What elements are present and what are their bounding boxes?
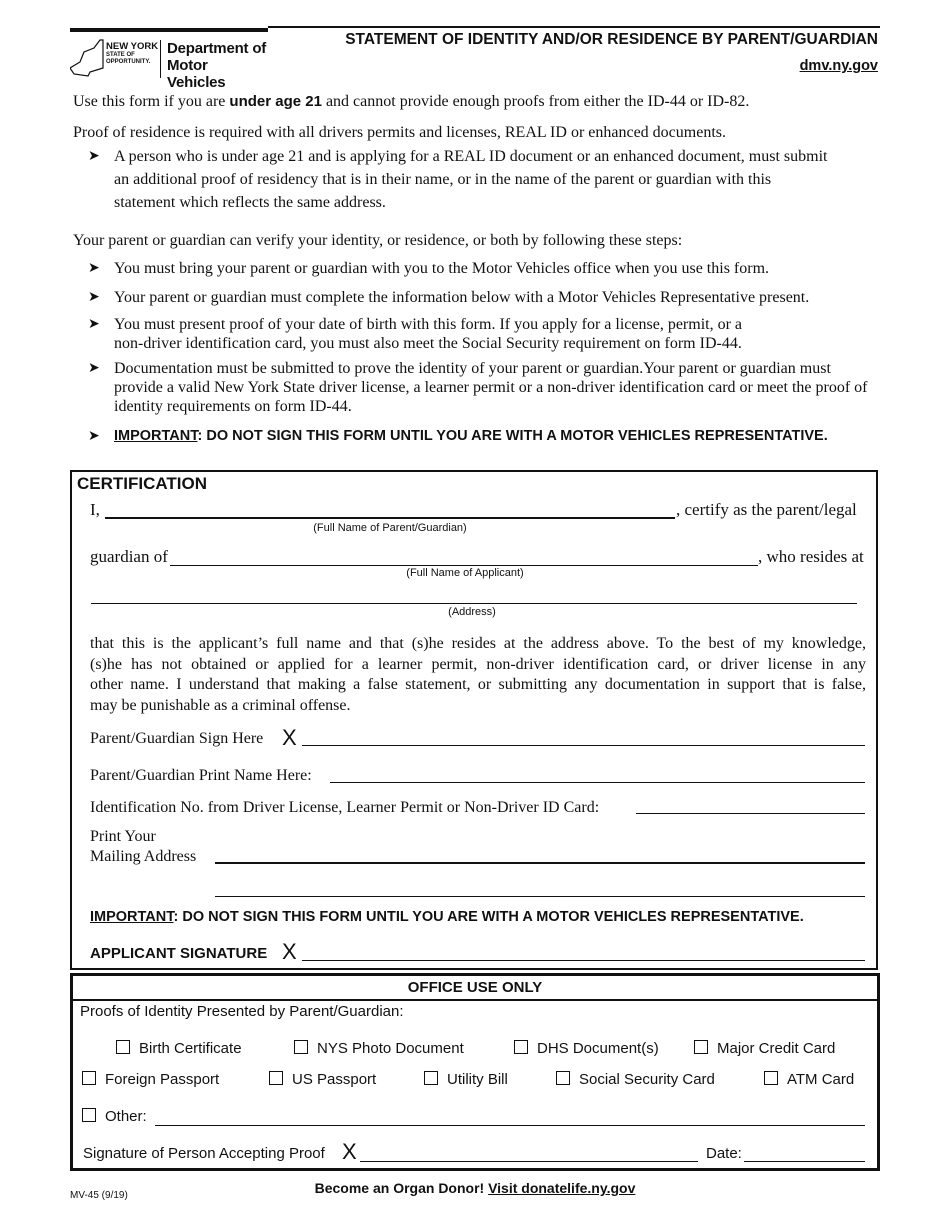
applicant-signature-field[interactable] [302,960,865,961]
dmv-logo [70,28,268,91]
parent-name-caption: (Full Name of Parent/Guardian) [313,522,467,534]
intro-paragraph-2: Proof of residence is required with all drivers permits and licenses, REAL ID or enhanced documents. [73,124,726,141]
mailing-address-field-2[interactable] [215,896,865,897]
bullet-complete-info: ➤ Your parent or guardian must complete the information below with a Motor Vehicles Representative present. [88,289,810,306]
checkbox-atm-card[interactable]: ATM Card [764,1071,854,1088]
applicant-sign-x: X [282,939,297,964]
intro-paragraph-1: Use this form if you are under age 21 and cannot provide enough proofs from either the ID-44 or ID-82. [73,93,750,110]
parent-print-name-field[interactable] [330,782,865,783]
organ-donor-notice: Become an Organ Donor! Visit donatelife.ny.gov [314,1180,636,1196]
website-link[interactable]: dmv.ny.gov [799,58,878,74]
resides-suffix: , who resides at [758,547,864,566]
checkbox-icon [116,1040,130,1054]
checkbox-icon [694,1040,708,1054]
id-number-label: Identification No. from Driver License, Learner Permit or Non-Driver ID Card: [90,799,600,816]
office-use-heading: OFFICE USE ONLY [73,976,877,1001]
checkbox-icon [514,1040,528,1054]
checkbox-nys-photo-document[interactable]: NYS Photo Document [294,1040,464,1057]
checkbox-dhs-documents[interactable]: DHS Document(s) [514,1040,659,1057]
accept-sign-x: X [342,1139,357,1164]
ny-state-map-icon [70,38,104,78]
checkbox-icon [82,1071,96,1085]
checkbox-icon [424,1071,438,1085]
checkbox-social-security-card[interactable]: Social Security Card [556,1071,715,1088]
intro-paragraph-3: Your parent or guardian can verify your identity, or residence, or both by following these steps: [73,232,683,249]
certification-statement: that this is the applicant’s full name and that (s)he resides at the address above. To the best of my knowledge, (s)he has not obtained or applied for a learner permit, non-driver identification card, or driver license in any other name. I understand that making a false statement, or submitting any documentation in support that is false, may be punishable as a criminal offense. [90,635,866,714]
checkbox-birth-certificate[interactable]: Birth Certificate [116,1040,242,1057]
certification-heading: CERTIFICATION [77,474,208,493]
applicant-signature-label: APPLICANT SIGNATURE [90,945,268,962]
parent-sign-x: X [282,725,297,750]
checkbox-foreign-passport[interactable]: Foreign Passport [82,1071,219,1088]
guardian-of-label: guardian of [90,547,168,566]
address-caption: (Address) [448,606,496,618]
checkbox-us-passport[interactable]: US Passport [269,1071,376,1088]
checkbox-icon [82,1108,96,1122]
important-notice-top: ➤ IMPORTANT: DO NOT SIGN THIS FORM UNTIL YOU ARE WITH A MOTOR VEHICLES REPRESENTATIVE. [88,428,828,444]
other-field[interactable] [155,1125,865,1126]
certify-suffix: , certify as the parent/legal [676,500,857,519]
applicant-name-caption: (Full Name of Applicant) [406,567,524,579]
applicant-name-field[interactable] [170,565,758,566]
donatelife-link[interactable]: Visit donatelife.ny.gov [488,1180,636,1196]
date-field[interactable] [744,1161,865,1162]
parent-sign-label: Parent/Guardian Sign Here [90,730,264,747]
accept-signature-label: Signature of Person Accepting Proof [83,1145,325,1162]
parent-print-name-label: Parent/Guardian Print Name Here: [90,767,312,784]
bullet-documentation: ➤ Documentation must be submitted to prove the identity of your parent or guardian.Your parent or guardian must provide a valid New York State driver license, a learner permit or a non-driver identification card or meet the proof of identity requirements on form ID-44. [88,360,868,415]
checkbox-icon [556,1071,570,1085]
checkbox-icon [269,1071,283,1085]
checkbox-major-credit-card[interactable]: Major Credit Card [694,1040,835,1057]
parent-name-field[interactable] [105,517,675,519]
mailing-address-label: Print Your Mailing Address [90,828,197,865]
bullet-real-id: ➤ A person who is under age 21 and is applying for a REAL ID document or an enhanced document, must submit an additional proof of residency that is in their name, or in the name of the parent or guardian with this statement which reflects the same address. [88,148,828,211]
important-notice-box: IMPORTANT: DO NOT SIGN THIS FORM UNTIL YOU ARE WITH A MOTOR VEHICLES REPRESENTATIVE. [90,909,804,925]
bullet-date-of-birth: ➤ You must present proof of your date of birth with this form. If you apply for a license, permit, or a non-driver identification card, you must also meet the Social Security requirement on form ID-44. [88,316,743,352]
mailing-address-field-1[interactable] [215,862,865,864]
address-field[interactable] [91,603,857,604]
parent-signature-field[interactable] [302,745,865,746]
bullet-bring-parent: ➤ You must bring your parent or guardian with you to the Motor Vehicles office when you use this form. [88,260,770,277]
certification-section [70,470,878,970]
form-title: STATEMENT OF IDENTITY AND/OR RESIDENCE BY PARENT/GUARDIAN [345,31,878,48]
proofs-label: Proofs of Identity Presented by Parent/Guardian: [80,1003,404,1020]
form-id: MV-45 (9/19) [70,1190,128,1201]
logo-state-mark: NEW YORK STATE OF OPPORTUNITY. [106,41,159,65]
date-label: Date: [706,1145,742,1162]
checkbox-utility-bill[interactable]: Utility Bill [424,1071,508,1088]
checkbox-icon [764,1071,778,1085]
certify-i-label: I, [90,500,100,519]
checkbox-icon [294,1040,308,1054]
checkbox-other[interactable]: Other: [82,1108,147,1125]
id-number-field[interactable] [636,813,865,814]
logo-department-name: Department of Motor Vehicles [167,40,267,91]
accept-signature-field[interactable] [360,1161,698,1162]
